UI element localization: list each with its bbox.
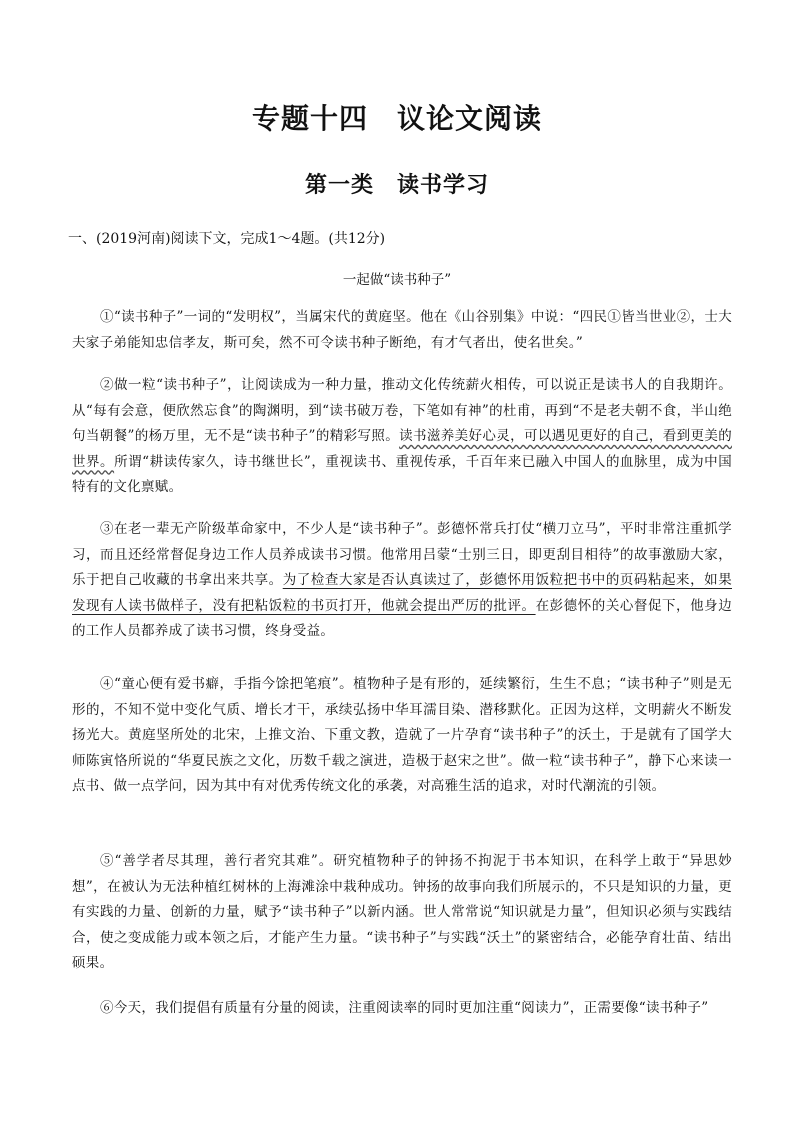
paragraph-2 [72,373,732,501]
paragraph-1 [72,305,732,356]
paragraph-4 [72,672,732,800]
main-title: 专题十四 议论文阅读 [251,102,542,135]
section-title: 第一类 读书学习 [304,173,489,198]
question-prompt: 一、(2019河南)阅读下文，完成1～4题。(共12分) [68,231,386,247]
paragraph-3-underlined: 为了检查大家是否认真读过了，彭德怀用饭粒把书中的页码粘起来，如果发现有人读书做样子，没有把粘饭粒的书页打开，他就会提出严厉的批评。 [72,572,732,614]
paragraph-2-text-a: ②做一粒“读书种子”，让阅读成为一种力量，推动文化传统薪火相传，可以说正是读书人的自我期许。从“每有会意，便欣然忘食”的陶渊明，到“读书破万卷，下笔如有神”的杜甫，再到“不是老夫朝不食，半山绝句当朝餐”的杨万里，无不是“读书种子”的精彩写照。 [72,377,732,444]
paragraph-4-text: ④“童心便有爱书癖，手指今馀把笔痕”。植物种子是有形的，延续繁衍，生生不息；“读书种子”则是无形的，不知不觉中变化气质、增长才干，承续弘扬中华耳濡目染、潜移默化。正因为这样，文明薪火不断发扬光大。黄庭坚所处的北宋，上推文治、下重文教，造就了一片孕育“读书种子”的沃土，于是就有了国学大师陈寅恪所说的“华夏民族之文化，历数千载之演进，造极于赵宋之世”。做一粒“读书种子”，静下心来读一点书、做一点学问，因为其中有对优秀传统文化的承袭，对高雅生活的追求，对时代潮流的引领。 [72,676,732,794]
paragraph-5 [72,849,732,977]
paragraph-6-text: ⑥今天，我们提倡有质量有分量的阅读，注重阅读率的同时更加注重“阅读力”，正需要像“读书种子” [100,1000,709,1016]
paragraph-3-text-a: ③在老一辈无产阶级革命家中，不少人是“读书种子”。彭德怀常兵打仗“横刀立马”，平时非常注重抓学习，而且还经常督促身边工作人员养成读书习惯。他常用吕蒙“士别三日，即更刮目相待”的故事激励大家，乐于把自己收藏的书拿出来共享。 [72,521,732,588]
paragraph-2-text-b: 所谓“耕读传家久，诗书继世长”，重视读书、重视传承，千百年来已融入中国人的血脉里，成为中国特有的文化禀赋。 [72,453,732,495]
paragraph-3 [72,517,732,645]
paragraph-3-text-b: 在彭德怀的关心督促下，他身边的工作人员都养成了读书习惯，终身受益。 [72,597,732,639]
paragraph-2-underlined: 读书滋养美好心灵，可以遇见更好的自己，看到更美的世界。 [72,428,732,470]
article-title: 一起做“读书种子” [342,272,452,288]
paragraph-5-text: ⑤“善学者尽其理，善行者究其难”。研究植物种子的钟扬不拘泥于书本知识，在科学上敢于“异思妙想”，在被认为无法种植红树林的上海滩涂中栽种成功。钟扬的故事向我们所展示的，不只是知识的力量，更有实践的力量、创新的力量，赋予“读书种子”以新内涵。世人常常说“知识就是力量”，但知识必须与实践结合，使之变成能力或本领之后，才能产生力量。“读书种子”与实践“沃土”的紧密结合，必能孕育壮苗、结出硕果。 [72,853,732,971]
paragraph-6 [72,996,732,1022]
paragraph-1-text: ①“读书种子”一词的“发明权”，当属宋代的黄庭坚。他在《山谷别集》中说：“四民①皆当世业②，士大夫家子弟能知忠信孝友，斯可矣，然不可令读书种子断绝，有才气者出，使名世矣。” [72,309,732,351]
